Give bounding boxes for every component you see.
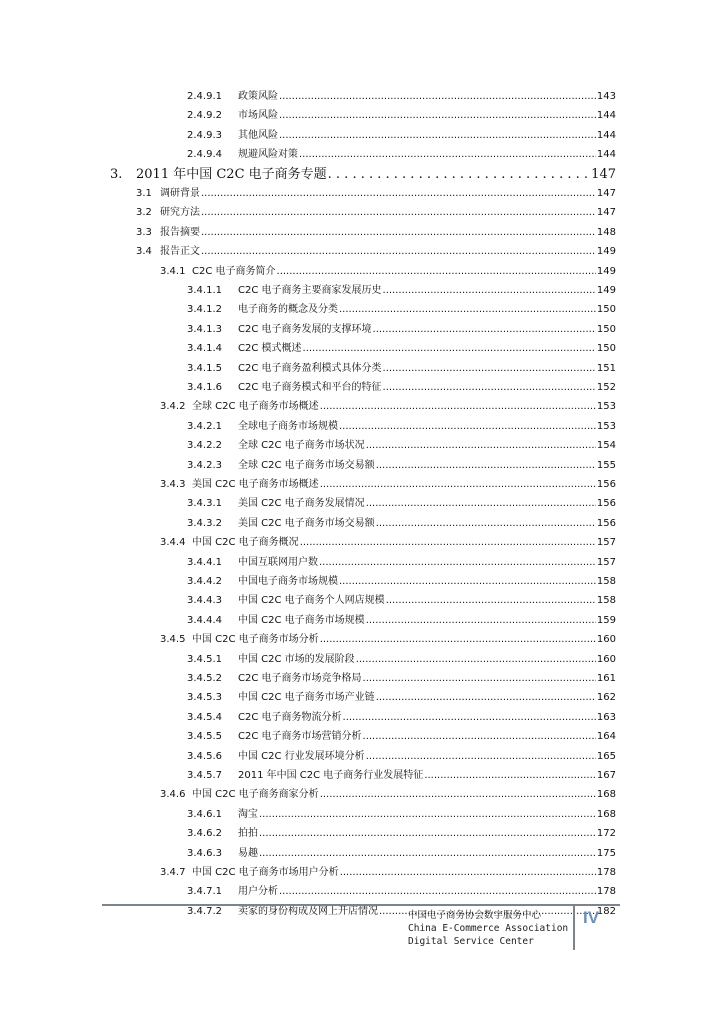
toc-entry-number: 3.4.5.7 xyxy=(187,770,222,781)
toc-entry-number: 3.3 xyxy=(136,226,152,238)
toc-entry-title: 2011 年中国 C2C 电子商务行业发展特征 xyxy=(238,770,424,781)
toc-entry-number: 3.4.7 xyxy=(160,867,186,878)
toc-entry-page: 165 xyxy=(596,750,616,762)
toc-entry-number: 3.4.1.1 xyxy=(187,285,222,296)
toc-entry-title: 中国互联网用户数 xyxy=(238,556,318,568)
toc-entry-title: 调研背景 xyxy=(160,188,200,199)
toc-entry-title: 全球电子商务市场规模 xyxy=(238,420,338,432)
toc-entry-number: 3.4.5.6 xyxy=(187,750,222,762)
toc-entry-leader xyxy=(383,284,596,298)
toc-entry-page: 155 xyxy=(596,459,616,471)
toc-entry-title: 卖家的身份构成及网上开店情况 xyxy=(238,905,378,917)
toc-entry[interactable] xyxy=(187,556,616,570)
toc-entry-leader xyxy=(259,827,596,841)
toc-entry-title: C2C 电子商务发展的支撑环境 xyxy=(238,323,372,335)
toc-entry-page: 178 xyxy=(596,886,616,898)
toc-entry-page: 150 xyxy=(596,343,616,355)
toc-entry-leader xyxy=(363,730,596,744)
toc-entry-page: 153 xyxy=(596,420,616,432)
toc-entry-number: 3.4.6.3 xyxy=(187,847,222,859)
toc-entry[interactable] xyxy=(187,711,616,725)
toc-entry-title: 全球 C2C 电子商务市场交易额 xyxy=(238,459,375,471)
toc-entry-page: 149 xyxy=(596,285,616,296)
toc-entry[interactable] xyxy=(187,148,616,162)
toc-entry-title: 美国 C2C 电子商务市场交易额 xyxy=(238,517,375,529)
toc-entry-leader xyxy=(201,226,596,240)
toc-entry-title: 中国 C2C 电子商务市场分析 xyxy=(192,634,319,646)
toc-entry-leader xyxy=(424,769,596,783)
toc-entry-leader xyxy=(201,206,596,220)
toc-entry-number: 3.4.1 xyxy=(160,265,186,277)
toc-entry-number: 3.4.5.5 xyxy=(187,731,222,743)
toc-entry[interactable] xyxy=(160,536,616,550)
toc-entry-leader xyxy=(259,808,596,822)
toc-entry-number: 3.4.1.5 xyxy=(187,362,222,374)
toc-entry-number: 3.4.6 xyxy=(160,789,186,801)
toc-entry-leader xyxy=(279,885,596,899)
toc-entry-title: 中国 C2C 电子商务商家分析 xyxy=(192,789,319,801)
toc-entry[interactable] xyxy=(187,342,616,356)
toc-entry-leader xyxy=(279,129,596,143)
toc-entry[interactable] xyxy=(160,866,616,880)
toc-entry-page: 162 xyxy=(596,692,616,704)
toc-entry[interactable] xyxy=(136,206,616,220)
toc-entry-number: 2.4.9.4 xyxy=(187,149,222,161)
toc-entry-leader xyxy=(376,459,596,473)
toc-entry[interactable] xyxy=(187,691,616,705)
toc-entry-title: 中国 C2C 行业发展环境分析 xyxy=(238,750,365,762)
toc-entry-leader xyxy=(356,653,596,667)
toc-entry-page: 160 xyxy=(596,634,616,646)
toc-entry-page: 157 xyxy=(596,537,616,549)
toc-entry-title: 中国 C2C 电子商务市场用户分析 xyxy=(192,867,339,878)
toc-entry[interactable] xyxy=(187,459,616,473)
toc-entry[interactable] xyxy=(187,323,616,337)
toc-entry-title: C2C 电子商务盈利模式具体分类 xyxy=(238,362,382,374)
toc-entry-title: 2011 年中国 C2C 电子商务专题 xyxy=(136,166,327,182)
toc-entry-page: 156 xyxy=(596,498,616,510)
toc-entry-leader xyxy=(339,575,596,589)
toc-entry[interactable] xyxy=(136,187,616,201)
toc-entry-page: 144 xyxy=(596,110,616,122)
toc-entry-number: 3.4.4.1 xyxy=(187,556,222,568)
toc-entry-number: 3.4.4 xyxy=(160,537,186,549)
toc-entry-title: 全球 C2C 电子商务市场概述 xyxy=(192,401,319,413)
toc-entry-page: 150 xyxy=(596,323,616,335)
toc-entry[interactable] xyxy=(187,672,616,686)
toc-entry[interactable] xyxy=(187,653,616,667)
toc-entry[interactable] xyxy=(187,614,616,628)
toc-entry[interactable] xyxy=(187,109,616,123)
toc-entry-leader xyxy=(279,90,596,104)
toc-entry-title: 市场风险 xyxy=(238,110,278,122)
toc-entry[interactable] xyxy=(160,400,616,414)
toc-entry-number: 3.4.2 xyxy=(160,401,186,413)
footer-vertical-divider xyxy=(573,906,575,950)
toc-entry-number: 3.2 xyxy=(136,207,152,219)
toc-entry[interactable] xyxy=(187,885,616,899)
toc-entry-page: 158 xyxy=(596,576,616,587)
toc-entry[interactable] xyxy=(160,478,616,492)
toc-entry-number: 3.4.5.3 xyxy=(187,692,222,704)
toc-entry-number: 3.4.1.3 xyxy=(187,323,222,335)
toc-entry-title: C2C 电子商务市场竞争格局 xyxy=(238,673,362,684)
toc-entry-leader xyxy=(299,148,596,162)
toc-entry-number: 3.4.1.6 xyxy=(187,382,222,393)
toc-entry-leader xyxy=(386,594,596,608)
toc-entry-title: 其他风险 xyxy=(238,129,278,141)
toc-entry-number: 3.4.7.1 xyxy=(187,886,222,898)
toc-entry[interactable] xyxy=(187,129,616,143)
toc-entry-number: 3.4.7.2 xyxy=(187,905,222,917)
footer-organization xyxy=(408,909,568,948)
toc-entry-number: 3.4.6.1 xyxy=(187,808,222,820)
toc-entry-page: 150 xyxy=(596,304,616,316)
toc-entry-title: 规避风险对策 xyxy=(238,149,298,161)
toc-entry-title: 拍拍 xyxy=(238,828,258,840)
toc-entry[interactable] xyxy=(187,439,616,453)
toc-entry-page: 143 xyxy=(596,91,616,102)
toc-entry-number: 3.4.5.4 xyxy=(187,711,222,723)
toc-entry-leader xyxy=(339,303,596,317)
toc-entry-page: 172 xyxy=(596,828,616,840)
toc-entry-page: 154 xyxy=(596,440,616,452)
toc-entry-leader xyxy=(366,750,596,764)
toc-entry-page: 157 xyxy=(596,556,616,568)
toc-entry-title: 中国 C2C 电子商务概况 xyxy=(192,537,299,549)
toc-entry-page: 147 xyxy=(596,188,616,199)
toc-entry-leader xyxy=(303,342,596,356)
toc-entry-title: 中国 C2C 电子商务市场产业链 xyxy=(238,692,375,704)
toc-entry-leader xyxy=(366,614,596,628)
toc-entry-leader xyxy=(201,187,596,201)
toc-entry-number: 3. xyxy=(110,166,123,182)
toc-entry[interactable] xyxy=(110,167,616,183)
toc-entry-title: C2C 电子商务市场营销分析 xyxy=(238,731,362,743)
toc-entry-number: 2.4.9.2 xyxy=(187,110,222,122)
toc-entry-leader xyxy=(320,633,596,647)
toc-entry-page: 158 xyxy=(596,595,616,607)
toc-entry-number: 3.4 xyxy=(136,246,152,258)
toc-entry-page: 167 xyxy=(596,770,616,781)
toc-entry-leader xyxy=(320,788,596,802)
toc-entry-title: 易趣 xyxy=(238,847,258,859)
toc-entry-title: C2C 电子商务物流分析 xyxy=(238,711,342,723)
toc-entry-title: C2C 模式概述 xyxy=(238,343,302,355)
toc-entry[interactable] xyxy=(187,90,616,104)
toc-entry-leader xyxy=(339,420,596,434)
toc-entry-page: 153 xyxy=(596,401,616,413)
toc-entry[interactable] xyxy=(187,303,616,317)
toc-entry-number: 3.4.2.2 xyxy=(187,440,222,452)
toc-entry[interactable] xyxy=(187,847,616,861)
toc-entry-title: 淘宝 xyxy=(238,808,258,820)
toc-entry[interactable] xyxy=(160,788,616,802)
toc-entry-leader xyxy=(340,866,596,880)
toc-entry-number: 3.4.5.1 xyxy=(187,653,222,665)
toc-entry-number: 3.4.1.4 xyxy=(187,343,222,355)
toc-entry-page: 168 xyxy=(596,808,616,820)
toc-entry[interactable] xyxy=(187,381,616,395)
toc-entry-number: 3.4.1.2 xyxy=(187,304,222,316)
toc-entry-page: 149 xyxy=(596,265,616,277)
toc-entry-page: 159 xyxy=(596,614,616,626)
toc-entry-title: C2C 电子商务简介 xyxy=(192,265,276,277)
toc-entry-page: 164 xyxy=(596,731,616,743)
toc-entry-number: 3.4.3.2 xyxy=(187,517,222,529)
toc-entry-leader xyxy=(376,517,596,531)
toc-entry-page: 156 xyxy=(596,479,616,490)
toc-entry-page: 151 xyxy=(596,362,616,374)
toc-entry-leader xyxy=(328,167,591,183)
footer-org-en-line2: Digital Service Center xyxy=(408,936,534,947)
toc-entry-title: 报告摘要 xyxy=(160,226,200,238)
toc-entry[interactable] xyxy=(160,265,616,279)
toc-entry-number: 3.4.2.3 xyxy=(187,459,222,471)
toc-entry-page: 160 xyxy=(596,653,616,665)
toc-entry[interactable] xyxy=(136,226,616,240)
toc-entry[interactable] xyxy=(187,575,616,589)
toc-entry-number: 3.4.3 xyxy=(160,479,186,490)
toc-entry-leader xyxy=(363,672,596,686)
toc-entry-page: 178 xyxy=(596,867,616,878)
toc-entry-number: 3.4.4.4 xyxy=(187,614,222,626)
toc-entry-title: 中国 C2C 市场的发展阶段 xyxy=(238,653,355,665)
toc-entry-page: 148 xyxy=(596,226,616,238)
toc-entry-title: C2C 电子商务模式和平台的特征 xyxy=(238,382,382,393)
toc-entry-page: 149 xyxy=(596,246,616,258)
toc-entry-number: 2.4.9.3 xyxy=(187,129,222,141)
toc-entry[interactable] xyxy=(160,633,616,647)
toc-entry[interactable] xyxy=(187,420,616,434)
toc-entry-number: 2.4.9.1 xyxy=(187,91,222,102)
toc-entry-page: 175 xyxy=(596,847,616,859)
toc-entry-page: 163 xyxy=(596,711,616,723)
toc-entry-leader xyxy=(373,323,596,337)
toc-entry-title: C2C 电子商务主要商家发展历史 xyxy=(238,285,382,296)
toc-entry-page: 144 xyxy=(596,149,616,161)
toc-entry-page: 161 xyxy=(596,673,616,684)
toc-entry-page: 144 xyxy=(596,129,616,141)
toc-entry[interactable] xyxy=(187,517,616,531)
toc-entry-title: 用户分析 xyxy=(238,886,278,898)
toc-entry-leader xyxy=(383,381,596,395)
toc-entry[interactable] xyxy=(187,730,616,744)
toc-entry[interactable] xyxy=(187,808,616,822)
toc-entry-number: 3.1 xyxy=(136,188,152,199)
toc-entry-title: 全球 C2C 电子商务市场状况 xyxy=(238,440,365,452)
footer-org-en-line1: China E-Commerce Association xyxy=(408,923,569,934)
toc-entry[interactable] xyxy=(187,594,616,608)
toc-entry-leader xyxy=(383,362,596,376)
toc-entry[interactable] xyxy=(187,750,616,764)
toc-entry-leader xyxy=(320,400,596,414)
toc-entry-title: 电子商务的概念及分类 xyxy=(238,304,338,316)
toc-entry-leader xyxy=(277,265,596,279)
toc-entry[interactable] xyxy=(187,284,616,298)
toc-entry[interactable] xyxy=(187,827,616,841)
toc-entry-leader xyxy=(259,847,596,861)
toc-entry[interactable] xyxy=(187,497,616,511)
toc-entry-number: 3.4.4.3 xyxy=(187,595,222,607)
toc-entry-title: 报告正文 xyxy=(160,246,200,258)
toc-entry-title: 研究方法 xyxy=(160,207,200,219)
toc-entry-number: 3.4.4.2 xyxy=(187,576,222,587)
toc-entry-page: 147 xyxy=(591,166,616,182)
page-number: IV xyxy=(583,908,600,927)
toc-entry[interactable] xyxy=(187,769,616,783)
toc-entry-leader xyxy=(366,439,596,453)
toc-entry-title: 中国 C2C 电子商务市场规模 xyxy=(238,614,365,626)
toc-entry-page: 152 xyxy=(596,382,616,393)
toc-entry-number: 3.4.3.1 xyxy=(187,498,222,510)
toc-entry-leader xyxy=(201,245,596,259)
toc-entry[interactable] xyxy=(187,362,616,376)
toc-entry[interactable] xyxy=(136,245,616,259)
toc-entry-title: 政策风险 xyxy=(238,91,278,102)
toc-entry-leader xyxy=(366,497,596,511)
toc-entry-leader xyxy=(343,711,596,725)
toc-entry-leader xyxy=(376,691,596,705)
toc-entry-number: 3.4.2.1 xyxy=(187,420,222,432)
toc-entry-leader xyxy=(319,556,596,570)
toc-entry-leader xyxy=(279,109,596,123)
toc-entry-page: 182 xyxy=(596,905,616,917)
toc-entry-number: 3.4.6.2 xyxy=(187,828,222,840)
toc-entry-leader xyxy=(320,478,596,492)
toc-entry-title: 美国 C2C 电子商务发展情况 xyxy=(238,498,365,510)
toc-entry-page: 147 xyxy=(596,207,616,219)
footer-divider xyxy=(102,904,620,906)
toc-entry-number: 3.4.5 xyxy=(160,634,186,646)
toc-entry-leader xyxy=(300,536,596,550)
footer-org-cn: 中国电子商务协会数字服务中心 xyxy=(408,910,542,921)
toc-entry-page: 156 xyxy=(596,517,616,529)
toc-entry-title: 中国 C2C 电子商务个人网店规模 xyxy=(238,595,385,607)
toc-entry-title: 美国 C2C 电子商务市场概述 xyxy=(192,479,319,490)
toc-entry-page: 168 xyxy=(596,789,616,801)
toc-entry-title: 中国电子商务市场规模 xyxy=(238,576,338,587)
toc-entry-number: 3.4.5.2 xyxy=(187,673,222,684)
